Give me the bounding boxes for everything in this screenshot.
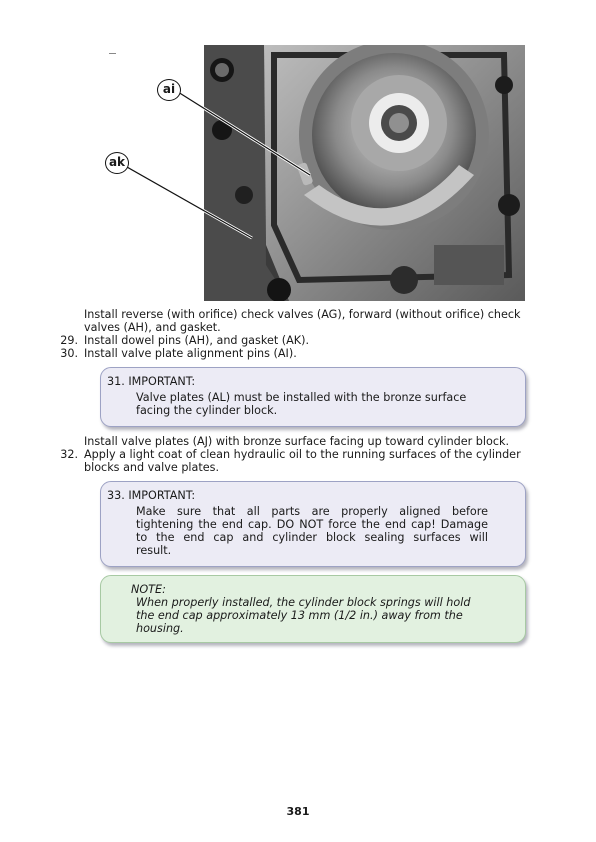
note-line-2: the end cap approximately 13 mm (1/2 in.) away from the [136,609,463,622]
important-33-line-4: result. [136,544,172,557]
important-31-body [136,391,488,417]
step-30-number: 30. [60,347,78,360]
step-32-line-1: Apply a light coat of clean hydraulic oil to the running surfaces of the cylinder [84,448,521,461]
callout-ai-label: ai [162,82,176,96]
important-box-33 [100,481,526,567]
important-33-line-3: to the end cap and cylinder block sealing surfaces will [136,531,488,544]
important-33-body [136,505,488,557]
step-32-line-2: blocks and valve plates. [84,461,220,474]
note-line-1: When properly installed, the cylinder block springs will hold [136,596,471,609]
important-box-31 [100,367,526,427]
step-32-number: 32. [60,448,78,461]
step-29-number: 29. [60,334,78,347]
callout-ai [157,79,181,101]
important-33-title: 33. IMPORTANT: [107,489,196,502]
intro-line-1: Install reverse (with orifice) check valves (AG), forward (without orifice) check [84,308,521,321]
important-31-line-2: facing the cylinder block. [136,404,278,417]
intro-line-2: valves (AH), and gasket. [84,321,221,334]
step-30-text: Install valve plate alignment pins (AI). [84,347,297,360]
note-box [100,575,526,643]
callout-ak-label: ak [108,155,126,169]
step-29-text: Install dowel pins (AH), and gasket (AK). [84,334,310,347]
callout-ak [105,152,129,174]
page-number: 381 [286,805,310,818]
note-title: NOTE: [131,583,166,596]
note-body [136,596,488,635]
important-31-title: 31. IMPORTANT: [107,375,196,388]
important-33-line-1: Make sure that all parts are properly aligned before [136,505,488,518]
important-31-line-1: Valve plates (AL) must be installed with the bronze surface [136,391,467,404]
note-line-3: housing. [136,622,184,635]
after-31-text: Install valve plates (AJ) with bronze surface facing up toward cylinder block. [84,435,510,448]
important-33-line-2: tightening the end cap. DO NOT force the end cap! Damage [136,518,488,531]
